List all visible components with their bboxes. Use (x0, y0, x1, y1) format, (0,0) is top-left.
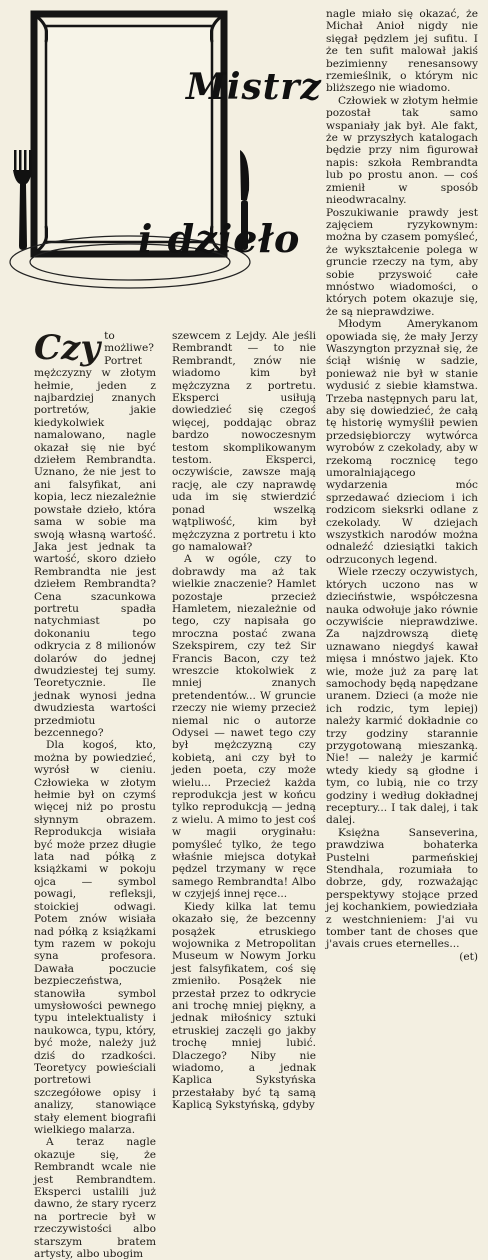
paragraph: Dla kogoś, kto, można by powiedzieć, wyrósł w cieniu. Człowieka w złotym hełmie był on czymś więcej niż po prostu słynnym obrazem. Reprodukcja wisiała być może przez długie lata nad półką z książkami w pokoju ojca — symbol powagi, refleksji, stoickiej odwagi. Potem znów wisiała nad półką z książkami tym razem w pokoju syna profesora. Dawała poczucie bezpieczeństwa, stanowiła symbol umysłowości pewnego typu intelektualisty i naukowca, typu, który, być może, należy już dziś do rzadkości. Teoretycy powieściali portretowi szczegółowe opisy i analizy, stanowiące stały element biografii wielkiego malarza. (34, 739, 156, 1136)
text-column-3 (326, 8, 478, 963)
article-title-top: Mistrz (186, 66, 322, 108)
paragraph: szewcem z Lejdy. Ale jeśli Rembrandt — to nie Rembrandt, znów nie wiadomo kim był mężczyzna z portretu. Eksperci usiłują dowiedzieć się czegoś więcej, poddając obraz bardzo nowoczesnym testom skomplikowanym testom. Eksperci, oczywiście, zawsze mają rację, ale czy naprawdę uda im się stwierdzić ponad wszelką wątpliwość, kim był mężczyzna z portretu i kto go namalował? (172, 330, 316, 553)
author-signature: (et) (459, 950, 478, 963)
paragraph: nagle miało się okazać, że Michał Anioł nigdy nie sięgał pędzlem jej sufitu. I że ten sufit malował jakiś bezimienny renesansowy rzemieślnik, o którym nic bliższego nie wiadomo. (326, 8, 478, 95)
article-title-bottom: i dzieło (138, 216, 301, 261)
text-column-1 (34, 328, 156, 1260)
paragraph: A teraz nagle okazuje się, że Rembrandt wcale nie jest Rembrandtem. Eksperci ustalili już dawno, że stary rycerz na portrecie był w rzeczywistości albo starszym bratem artysty, albo ubogim (34, 1136, 156, 1260)
paragraph: Księżna Sanseverina, prawdziwa bohaterka Pustelni parmeńskiej Stendhala, rozumiała to dobrze, gdy, rozważając perspektywy stojące przed jej kochankiem, powiedziała z westchnieniem: J'ai vu tomber tant de choses que j'avais crues eternelles... (326, 826, 478, 951)
paragraph: A w ogóle, czy to dobrawdy ma aż tak wielkie znaczenie? Hamlet pozostaje przecież Hamletem, niezależnie od tego, czy napisała go mroczna postać zwana Szekspirem, czy też Sir Francis Bacon, czy też wreszcie ktokolwiek z mniej znanych pretendentów... W gruncie rzeczy nie wiemy przecież niemal nic o autorze Odysei — nawet tego czy był mężczyzną czy kobietą, ani czy był to jeden poeta, czy może wielu... Przecież każda reprodukcja jest w końcu tylko reprodukcją — jedną z wielu. A mimo to jest coś w magii oryginału: pomyśleć tylko, że tego właśnie miejsca dotykał pędzel trzymany w ręce samego Rembrandta! Albo w czyjejś innej ręce... (172, 553, 316, 901)
text-column-2 (172, 330, 316, 1112)
fork-icon (13, 150, 32, 250)
drop-cap: Czy (34, 328, 101, 368)
paragraph: Kiedy kilka lat temu okazało się, że bezcenny posążek etruskiego wojownika z Metropolitan Museum w Nowym Jorku jest falsyfikatem, coś się zmieniło. Posążek nie przestał przez to odkrycie ani trochę mniej piękny, a jednak miłośnicy sztuki etruskiej zaczęli go jakby trochę mniej lubić. Dlaczego? Niby nie wiadomo, a jednak Kaplica Sykstyńska przestałaby być tą samą Kaplicą Sykstyńską, gdyby (172, 900, 316, 1112)
paragraph: Młodym Amerykanom opowiada się, że mały Jerzy Waszyngton przyznał się, że ściął wiśnię w sadzie, ponieważ nie był w stanie wydusić z siebie kłamstwa. Trzeba następnych paru lat, aby się dowiedzieć, że całą tę historię wymyślił pewien przedsiębiorczy wytwórca wyrobów z czekolady, aby w rzekomą rocznicę tego umoralniającego wydarzenia móc sprzedawać dzieciom i ich rodzicom sieksrki odlane z czekolady. W dziejach wszystkich narodów można odnaleźć dziesiątki takich odrzuconych legend. (326, 318, 478, 566)
paragraph: Wiele rzeczy oczywistych, których uczono nas w dzieciństwie, współczesna nauka odwołuje jako równie oczywiście nieprawdziwe. Za najzdrowszą dietę uznawano niegdyś kawał mięsa i mnóstwo jajek. Kto wie, może już za parę lat samochody będą napędzane uranem. Dzieci (a może nie ich rodzic, tym lepiej) należy karmić dokładnie co trzy godziny starannie przygotowaną mieszanką. Nie! — należy je karmić wtedy kiedy są głodne i tym, co lubią, nie co trzy godziny i według dokładnej receptury... I tak dalej, i tak dalej. (326, 566, 478, 827)
paragraph: Czy to możliwe? Portret mężczyzny w złotym hełmie, jeden z najbardziej znanych portretów, jakie kiedykolwiek namalowano, nagle okazał się nie być dziełem Rembrandta. Uznano, że nie jest to ani falsyfikat, ani kopia, lecz niezależnie powstałe dzieło, która sama w sobie ma swoją własną wartość. Jaka jest jednak ta wartość, skoro dzieło Rembrandta nie jest dziełem Rembrandta? Cena szacunkowa portretu spadła natychmiast po dokonaniu tego odkrycia z 8 milionów dolarów do jednej dwudziestej tej sumy. Teoretycznie. Ile jednak wynosi jedna dwudziesta wartości przedmiotu bezcennego? (34, 328, 156, 739)
paragraph: Człowiek w złotym hełmie pozostał tak samo wspaniały jak był. Ale fakt, że w przyszłych katalogach będzie przy nim figurował napis: szkoła Rembrandta lub po prostu anon. — coś zmienił w sposób nieodwracalny. Poszukiwanie prawdy jest zajęciem ryzykownym: można by czasem pomyśleć, że wykształcenie polega w gruncie rzeczy na tym, aby sobie przyswoić całe mnóstwo wiadomości, o których potem okazuje się, że są nieprawdziwe. (326, 94, 478, 318)
